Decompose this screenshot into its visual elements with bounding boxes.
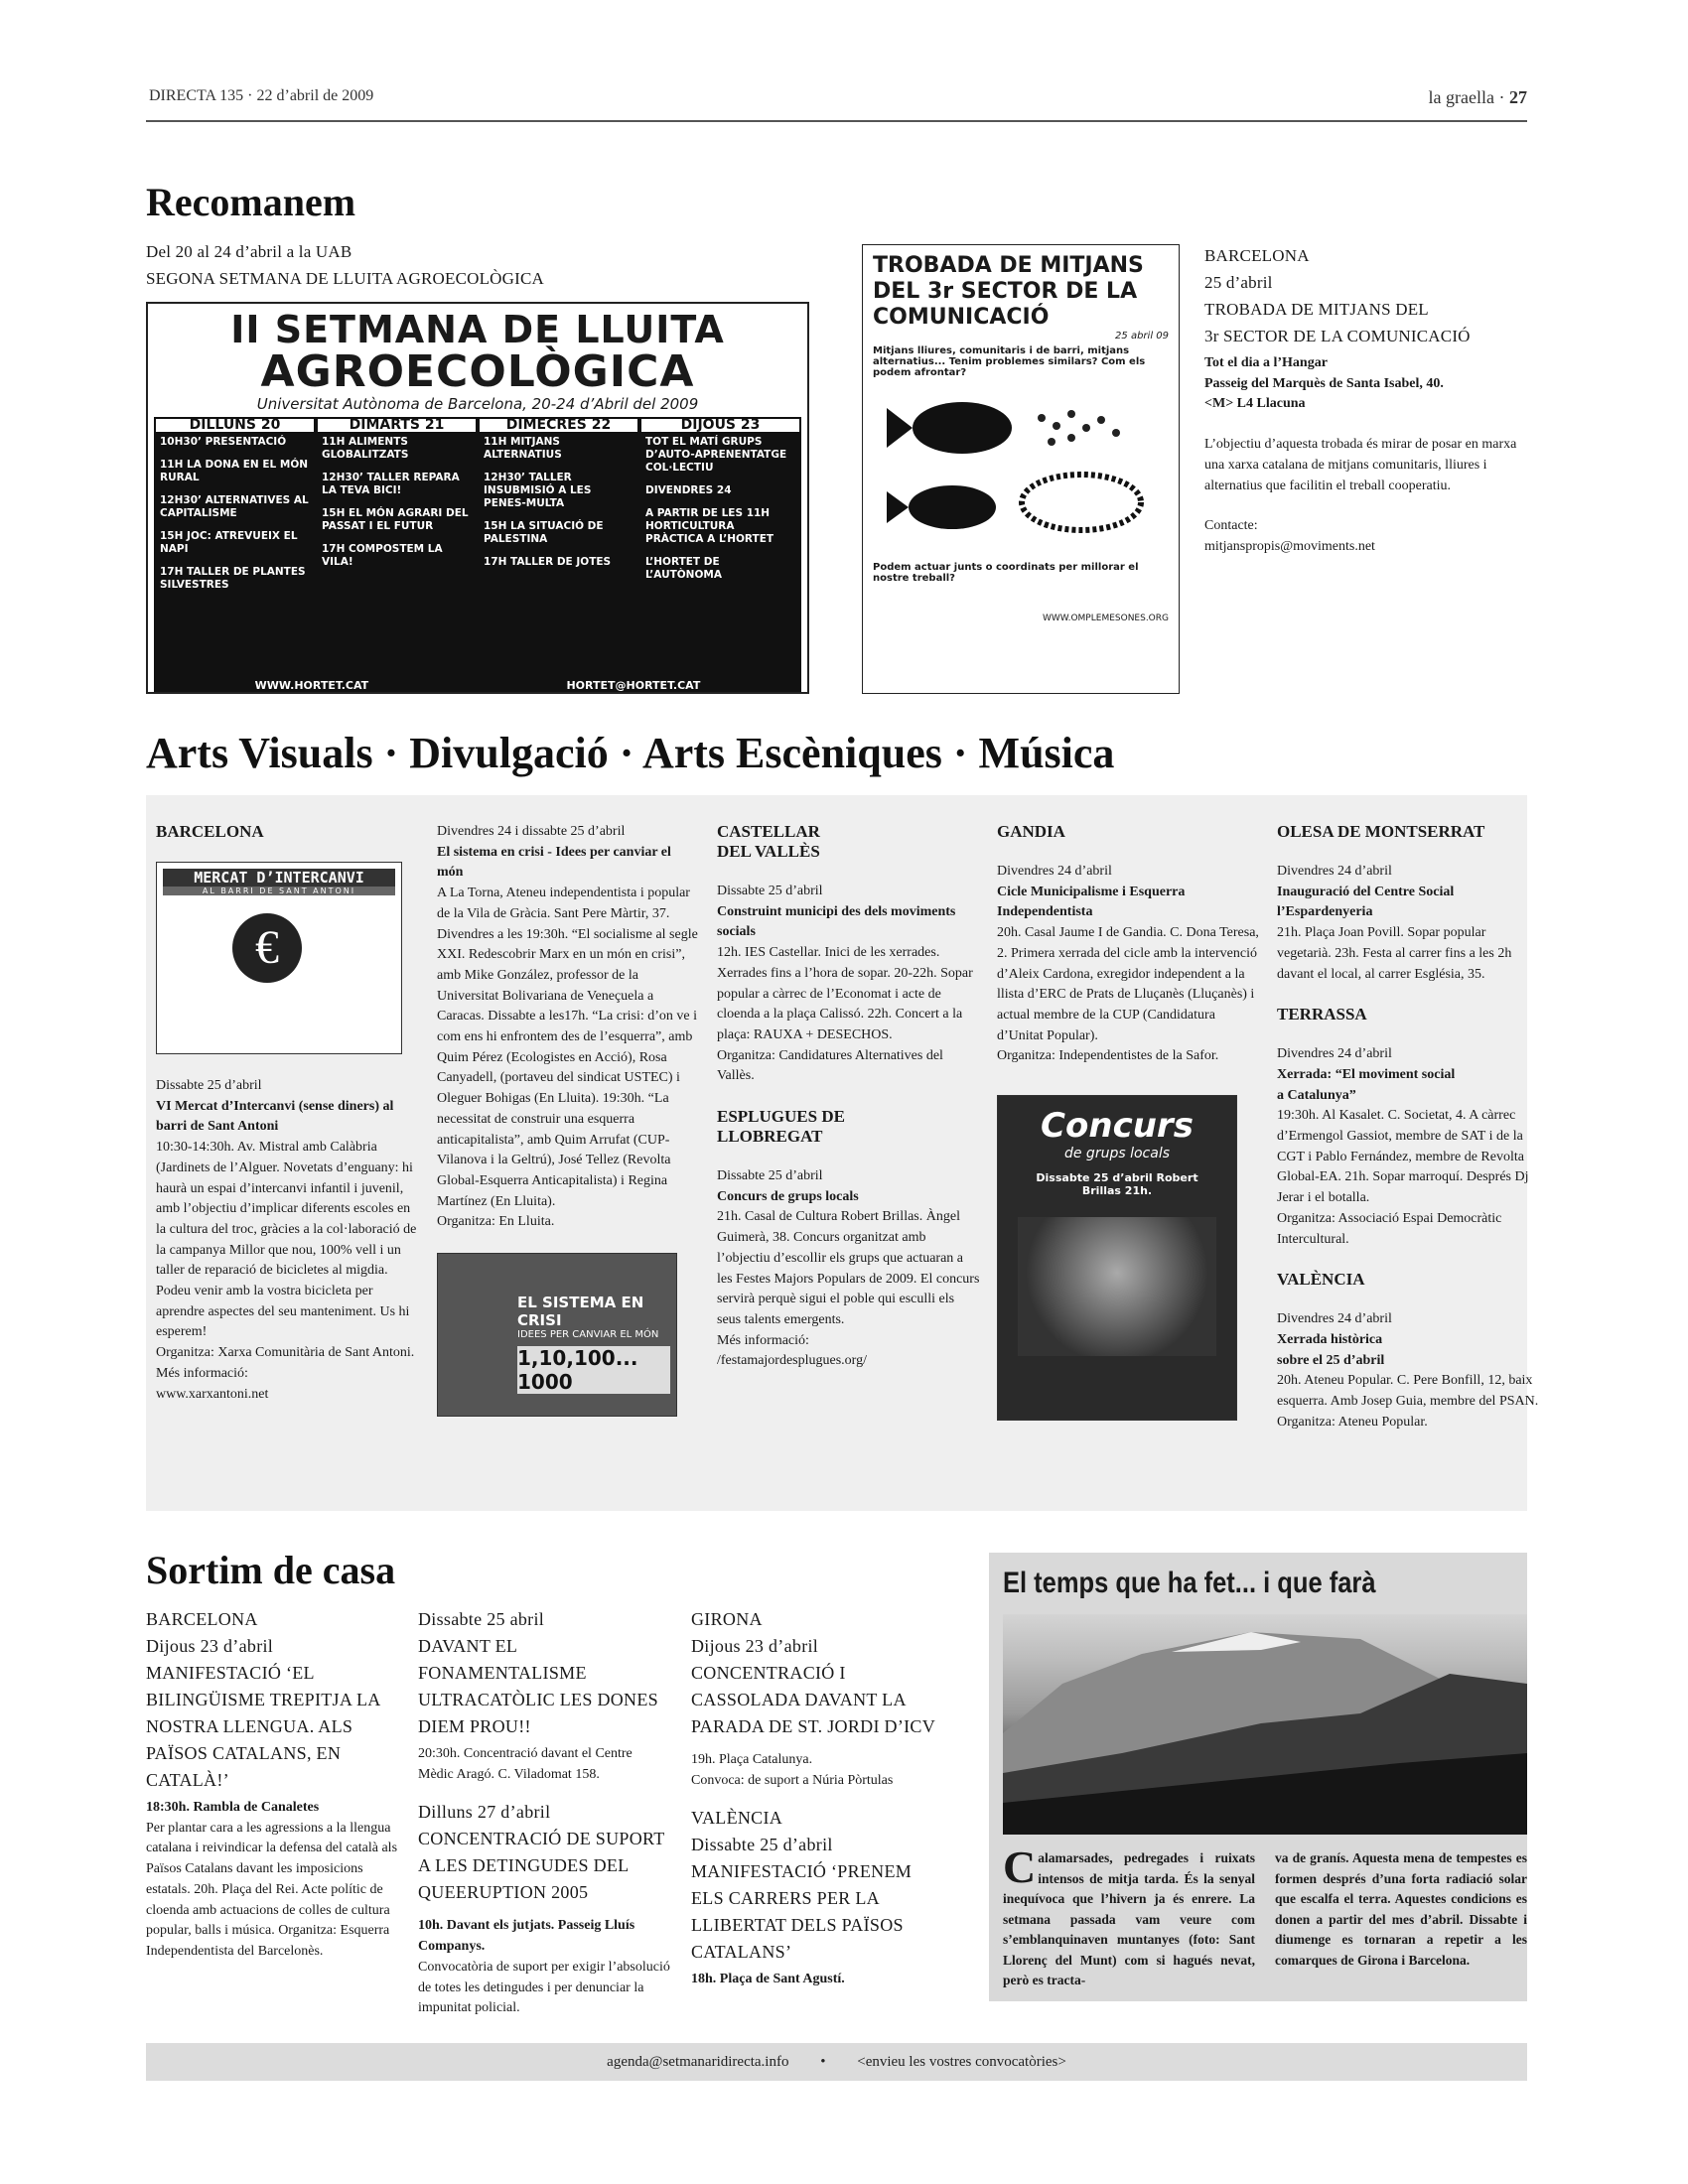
event-title: 3r SECTOR DE LA COMUNICACIÓ [1204,327,1471,345]
poster-schedule-item: 15H JOC: ATREVUEIX EL NAPI [160,530,298,555]
poster-date: 25 abril 09 [1115,331,1169,341]
event-description: 10:30-14:30h. Av. Mistral amb Calàbria (Jardinets de l’Alguer. Novetats d’enguany: hi haurà un espai d’intercanvi infantil i juvenil, amb l’objectiu d’implicar diferents escoles en la cultura del troc, gràcies a la col·laboració de la campanya Millor que nou, 100% vell i un taller de reparació de bicicletes al migdia. Podeu venir amb la vostra bicicleta per aprendre aspectes del seu manteniment. Us hi esperem! [156,1140,417,1340]
section-title-recomanem: Recomanem [146,180,356,224]
weather-title: El temps que ha fet... i que farà [1003,1567,1376,1599]
poster-web: WWW.OMPLEMESONES.ORG [1042,614,1169,623]
event-date: Dijous 23 d’abril [691,1636,819,1656]
poster-footer [154,677,801,694]
euro-icon: € [232,913,302,983]
poster-schedule-item: 12H30’ TALLER REPARA LA TEVA BICI! [322,472,460,496]
poster-title: TROBADA DE MITJANS DEL 3r SECTOR DE LA COMUNICACIÓ [873,253,1144,330]
event-description: 19:30h. Al Kasalet. C. Societat, 4. A càrrec d’Ermengol Gassiot, membre de SAT i de la CGT i Pablo Fernández, membre de Revolta Global-EA. 21h. Sopar marroquí. Després Dj Jerar i el botalla. [1277,1108,1529,1206]
contact-label: Contacte: [1204,518,1258,534]
arts-col-barcelona [156,822,419,1405]
event-title: Concurs de grups locals [717,1188,859,1204]
event-organizer: Organitza: Ateneu Popular. [1277,1414,1428,1430]
section-label [1429,87,1527,108]
event-date: Dissabte 25 d’abril [156,1078,262,1093]
event-place: 18:30h. Rambla de Canaletes [146,1800,320,1815]
event-city: BARCELONA [1204,246,1310,265]
more-info-link[interactable]: www.xarxantoni.net [156,1386,269,1402]
poster-bottom-text: Podem actuar junts o coordinats per millorar el nostre treball? [873,562,1139,584]
event-description: A La Torna, Ateneu independentista i popular de la Vila de Gràcia. Sant Pere Màrtir, 37. Divendres a les 19:30h. “El socialisme al segle XXI. Redescobrir Marx en un món en crisi”, amb Mike González, professor de la Universitat Bolivariana de Veneçuela a Caracas. Dissabte a les17h. “La crisi: d’on ve i com ens hi enfrontem des de l’esquerra”, amb Quim Pérez (Ecologistes en Acció), Rosa Canyadell, (portaveu del sindicat USTEC) i Oleguer Bohigas (En Lluita). 19:30h. “La necessitat de construir una esquerra anticapitalista”, amb Quim Arrufat (CUP-Vilanova i la Geltrú), José Tellez (Revolta Global-Esquerra Anticapitalista) i Regina Martínez (En Lluita). [437,886,698,1209]
page-number: 27 [1509,87,1527,107]
city-heading: OLESA DE MONTSERRAT [1277,822,1485,841]
contact-email[interactable]: mitjanspropis@moviments.net [1204,538,1375,554]
event-place: 19h. Plaça Catalunya. [691,1752,813,1767]
weather-paragraph: va de granís. Aquesta mena de tempestes es formen després d’una forta radiació solar que escalfa el terra. Aquestes condicions es donen a partir del mes d’abril. Dissabte i diumenge es tornaran a repetir a les comarques de Girona i Barcelona. [1275,1850,1527,1968]
event-title: VI Mercat d’Intercanvi (sense diners) al barri de Sant Antoni [156,1098,394,1135]
event-date: Divendres 24 i dissabte 25 d’abril [437,824,626,839]
event-date: Dissabte 25 d’abril [691,1835,833,1855]
weather-text [1003,1842,1527,1991]
sortim-col-dones [418,1606,671,2019]
event-place: Tot el dia a l’Hangar [1204,355,1328,370]
poster-schedule-item: TOT EL MATÍ GRUPS D’AUTO-APRENENTATGE COL·LECTIU [645,436,787,474]
poster-schedule-item: A PARTIR DE LES 11H HORTICULTURA PRÀCTICA A L’HORTET [645,507,774,545]
poster-subtitle: de grups locals [1063,1146,1170,1162]
poster-subtitle: IDEES PER CANVIAR EL MÓN [517,1329,659,1341]
arts-col-gracia [437,822,700,1417]
trobada-info [1204,242,1532,558]
event-date: Divendres 24 d’abril [1277,1046,1392,1062]
poster-date: Dissabte 25 d’abril Robert Brillas 21h. [1036,1171,1198,1198]
event-date: Dissabte 25 abril [418,1609,545,1629]
fish-illustration [873,378,1169,557]
event-description: Convocatòria de suport per exigir l’absolució de totes les detingudes i per denunciar la impunitat policial. [418,1959,670,2016]
sortim-col-girona [691,1606,944,1990]
event-title: MANIFESTACIÓ ‘PRENEM ELS CARRERS PER LA LLIBERTAT DELS PAÏSOS CATALANS’ [691,1861,913,1963]
arts-col-castellar [717,822,980,1372]
weather-paragraph: alamarsades, pedregades i ruixats intensos de mitja tarda. És la senyal inequívoca que l’hivern ja és enrere. La setmana passada vam veure com s’emblanquinaven muntanyes (foto: Sant Llorenç del Munt) com si hagués nevat, però es tracta- [1003,1850,1255,1987]
more-info-label: Més informació: [156,1365,248,1381]
sistema-crisi-poster-image [437,1253,677,1417]
poster-web: WWW.HORTET.CAT [254,679,369,692]
event-date: Dilluns 27 d’abril [418,1802,551,1823]
poster-schedule-item: DIVENDRES 24 [645,484,732,496]
poster-schedule-item: 10H30’ PRESENTACIÓ [160,436,287,448]
event-description: 21h. Casal de Cultura Robert Brillas. Àngel Guimerà, 38. Concurs organitzat amb l’objectiu d’escollir els grups que actuaran a les Festes Majors Populars de 2009. El concurs servirà perquè sigui el poble qui esculli els seus talents emergents. [717,1209,980,1327]
recomanem-left-intro [146,238,544,292]
event-title: MANIFESTACIÓ ‘EL BILINGÜISME TREPITJA LA NOSTRA LLENGUA. ALS PAÏSOS CATALANS, EN CATALÀ!’ [146,1663,380,1790]
header-rule [146,120,1527,122]
city-heading: VALÈNCIA [691,1808,783,1829]
section-name: la graella · [1428,87,1505,107]
city-heading: VALÈNCIA [1277,1270,1365,1290]
event-place: 10h. Davant els jutjats. Passeig Lluís Companys. [418,1918,635,1955]
event-title: Xerrada històrica sobre el 25 d’abril [1277,1331,1385,1368]
poster-day-heading: DIMARTS 21 [318,419,476,432]
event-place: 18h. Plaça de Sant Agustí. [691,1972,845,1987]
poster-title: AGROECOLÒGICA [260,346,695,397]
cat-illustration [1018,1217,1216,1356]
more-info-link[interactable]: /festamajordesplugues.org/ [717,1353,867,1369]
poster-schedule-item: 11H LA DONA EN EL MÓN RURAL [160,459,309,483]
event-date: Divendres 24 d’abril [1277,1311,1392,1327]
event-organizer: Organitza: Xarxa Comunitària de Sant Antoni. [156,1345,415,1361]
poster-schedule-item: 12H30’ TALLER INSUBMISIÓ A LES PENES-MULTA [484,472,592,509]
poster-day-column [318,419,476,675]
arts-col-gandia [997,822,1260,1421]
event-place: Passeig del Marquès de Santa Isabel, 40. [1204,375,1444,391]
sortim-col-barcelona [146,1606,399,1963]
event-description: Convoca: de suport a Núria Pòrtulas [691,1772,894,1788]
mountain-photo [1003,1614,1527,1835]
trobada-poster [862,244,1180,694]
concurs-poster-image [997,1095,1237,1421]
intro-line: SEGONA SETMANA DE LLUITA AGROECOLÒGICA [146,269,545,288]
event-organizer: Organitza: Candidatures Alternatives del Vallès. [717,1047,943,1084]
event-date: Dijous 23 d’abril [146,1636,274,1656]
poster-schedule-item: 11H MITJANS ALTERNATIUS [484,436,562,461]
city-heading: ESPLUGUES DE LLOBREGAT [717,1107,845,1147]
poster-subtitle: AL BARRI DE SANT ANTONI [163,887,395,895]
event-title: Cicle Municipalisme i Esquerra Independentista [997,884,1186,920]
event-title: CONCENTRACIÓ I CASSOLADA DAVANT LA PARADA DE ST. JORDI D’ICV [691,1663,936,1736]
intro-line: Del 20 al 24 d’abril a la UAB [146,242,352,261]
mercat-poster-image [156,862,402,1054]
poster-schedule-item: L’HORTET DE L’AUTÒNOMA [645,556,722,581]
event-title: DAVANT EL FONAMENTALISME ULTRACATÒLIC LES DONES DIEM PROU!! [418,1636,658,1736]
city-heading: GIRONA [691,1609,763,1629]
event-date: 25 d’abril [1204,273,1273,292]
poster-schedule-item: 12H30’ ALTERNATIVES AL CAPITALISME [160,494,309,519]
event-date: Dissabte 25 d’abril [717,884,823,898]
poster-schedule-item: 15H LA SITUACIÓ DE PALESTINA [484,520,604,545]
footer-separator: • [820,2054,826,2070]
event-description: 20h. Casal Jaume I de Gandia. C. Dona Teresa, 2. Primera xerrada del cicle amb la intervenció d’Aleix Cardona, exregidor independent a la llista d’ERC de Prats de Lluçanès (Lluçanès) i actual membre de la CUP (Candidatura d’Unitat Popular). [997,925,1259,1043]
event-organizer: Organitza: En Lluita. [437,1214,555,1230]
poster-title: II SETMANA DE LLUITA [230,308,725,351]
footer-cta: <envieu les vostres convocatòries> [857,2054,1066,2070]
footer-email[interactable]: agenda@setmanaridirecta.info [607,2054,789,2070]
arts-col-olesa [1277,822,1540,1433]
poster-day-column [641,419,799,675]
city-heading: BARCELONA [156,822,264,841]
event-date: Dissabte 25 d’abril [717,1168,823,1184]
poster-day-column [480,419,637,675]
event-title: El sistema en crisi - Idees per canviar el món [437,844,671,881]
event-description: Per plantar cara a les agressions a la llengua catalana i reivindicar la defensa del català als Països Catalans davant les imposicions estatals. 20h. Plaça del Rei. Acte polític de cloenda amb actuacions de colles de cultura popular, balls i música. Organitza: Esquerra Independentista del Barcelonès. [146,1820,398,1959]
event-title: TROBADA DE MITJANS DEL [1204,300,1429,319]
city-heading: GANDIA [997,822,1065,841]
issue-info: DIRECTA 135 · 22 d’abril de 2009 [149,87,374,104]
section-title-sortim: Sortim de casa [146,1548,396,1592]
poster-day-heading: DIMECRES 22 [480,419,637,432]
event-title: Inauguració del Centre Social l’Espardenyeria [1277,884,1455,920]
agroecologica-poster [146,302,809,694]
poster-number: 1,10,100... 1000 [517,1346,670,1394]
event-organizer: Organitza: Independentistes de la Safor. [997,1048,1219,1064]
event-description: L’objectiu d’aquesta trobada és mirar de posar en marxa una xarxa catalana de mitjans comunitaris, lliures i alternatius que facilitin el treball cooperatiu. [1204,437,1517,493]
section-title-arts: Arts Visuals · Divulgació · Arts Escèniques · Música [146,729,1115,777]
event-date: Divendres 24 d’abril [1277,864,1392,879]
poster-title: EL SISTEMA EN CRISI [517,1294,644,1330]
city-heading: CASTELLAR DEL VALLÈS [717,822,820,861]
event-description: 12h. IES Castellar. Inici de les xerrades. Xerrades fins a l’hora de sopar. 20-22h. Sopar popular a càrrec de l’Economat i acte de cloenda a la plaça Calissó. 22h. Concert a la plaça: RAUXA + DESECHOS. [717,945,973,1042]
more-info-label: Més informació: [717,1332,809,1348]
poster-subtitle: Universitat Autònoma de Barcelona, 20-24 d’Abril del 2009 [256,395,699,413]
city-heading: TERRASSA [1277,1005,1367,1024]
poster-day-column [156,419,314,675]
mountain-silhouette [1003,1614,1527,1835]
event-date: Divendres 24 d’abril [997,864,1112,879]
city-heading: BARCELONA [146,1609,258,1629]
poster-schedule-item: 15H EL MÓN AGRARI DEL PASSAT I EL FUTUR [322,507,469,532]
footer-bar [146,2043,1527,2081]
poster-title: Concurs [1041,1106,1194,1147]
drop-cap: C [1003,1842,1037,1892]
event-place: 20:30h. Concentració davant el Centre Mèdic Aragó. C. Viladomat 158. [418,1746,633,1782]
event-description: 20h. Ateneu Popular. C. Pere Bonfill, 12, baix esquerra. Amb Josep Guia, membre del PSAN. [1277,1373,1539,1410]
poster-day-heading: DILLUNS 20 [156,419,314,432]
event-title: Xerrada: “El moviment social a Catalunya” [1277,1066,1456,1103]
poster-mail: HORTET@HORTET.CAT [566,679,701,692]
event-description: 21h. Plaça Joan Povill. Sopar popular vegetarià. 23h. Festa al carrer fins a les 2h davant el local, al carrer Església, 35. [1277,925,1512,982]
poster-question: Mitjans lliures, comunitaris i de barri, mitjans alternatius... Tenim problemes similars? Com els podem afrontar? [873,345,1146,378]
weather-box [989,1553,1527,2001]
poster-schedule [154,417,801,677]
poster-day-heading: DIJOUS 23 [641,419,799,432]
poster-schedule-item: 17H TALLER DE PLANTES SILVESTRES [160,566,306,591]
event-organizer: Organitza: Associació Espai Democràtic Intercultural. [1277,1210,1502,1247]
event-title: CONCENTRACIÓ DE SUPORT A LES DETINGUDES DEL QUEERUPTION 2005 [418,1829,665,1903]
poster-schedule-item: 11H ALIMENTS GLOBALITZATS [322,436,409,461]
poster-schedule-item: 17H TALLER DE JOTES [484,556,612,568]
event-place: <M> L4 Llacuna [1204,396,1306,412]
event-title: Construint municipi des dels moviments socials [717,903,956,940]
poster-title: MERCAT D’INTERCANVI [163,869,395,887]
poster-schedule-item: 17H COMPOSTEM LA VILA! [322,543,443,568]
